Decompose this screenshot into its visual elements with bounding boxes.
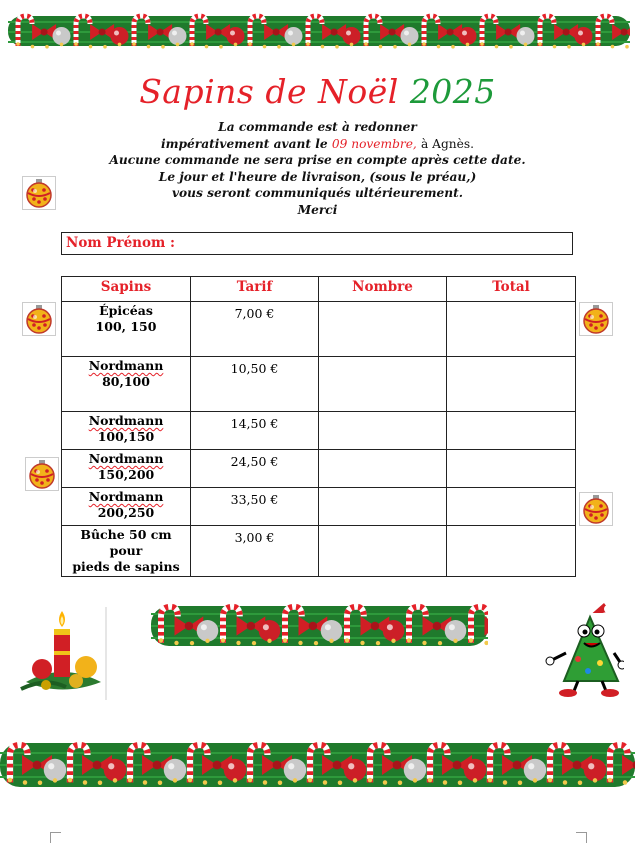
christmas-ornament-icon — [25, 457, 59, 491]
total-cell[interactable] — [447, 412, 576, 450]
total-cell[interactable] — [447, 488, 576, 526]
document-title — [0, 72, 635, 111]
deadline-date: 09 novembre, — [331, 136, 417, 151]
christmas-ornament-icon — [579, 492, 613, 526]
price-cell: 14,50 € — [191, 412, 319, 450]
quantity-cell[interactable] — [319, 488, 447, 526]
product-size: 100,150 — [97, 429, 155, 444]
quantity-cell[interactable] — [319, 412, 447, 450]
product-cell — [62, 488, 191, 526]
product-size: 200,250 — [97, 505, 155, 520]
total-cell[interactable] — [447, 302, 576, 357]
instruction-line-2 — [60, 136, 575, 153]
price-cell: 7,00 € — [191, 302, 319, 357]
bottom-garland-decoration — [0, 725, 635, 805]
table-row — [62, 526, 576, 577]
product-name: Épicéas — [99, 303, 153, 318]
total-cell[interactable] — [447, 450, 576, 488]
instruction-line-5: vous seront communiqués ultérieurement. — [171, 186, 464, 200]
deadline-suffix: à Agnès. — [421, 136, 474, 151]
header-total: Total — [447, 277, 576, 302]
middle-garland-decoration — [151, 588, 488, 660]
christmas-ornament-icon — [22, 176, 56, 210]
product-cell — [62, 412, 191, 450]
product-size: 150,200 — [97, 467, 155, 482]
instruction-line-1: La commande est à redonner — [218, 120, 417, 134]
christmas-ornament-icon — [579, 302, 613, 336]
header-tarif: Tarif — [191, 277, 319, 302]
title-year: 2025 — [409, 72, 496, 111]
product-name: Nordmann — [88, 358, 164, 373]
name-label: Nom Prénom : — [66, 235, 175, 251]
quantity-cell[interactable] — [319, 450, 447, 488]
top-garland-decoration — [8, 2, 630, 62]
table-header-row — [62, 277, 576, 302]
product-name: Bûche 50 cm pour — [80, 527, 172, 558]
christmas-tree-character — [544, 603, 624, 698]
title-text: Sapins de Noël — [139, 72, 399, 111]
price-cell: 24,50 € — [191, 450, 319, 488]
product-cell — [62, 357, 191, 412]
header-sapins: Sapins — [62, 277, 191, 302]
christmas-ornament-icon — [22, 302, 56, 336]
product-name: Nordmann — [88, 451, 164, 466]
total-cell[interactable] — [447, 526, 576, 577]
price-cell: 3,00 € — [191, 526, 319, 577]
page-corner-mark — [576, 832, 587, 843]
price-cell: 33,50 € — [191, 488, 319, 526]
price-cell: 10,50 € — [191, 357, 319, 412]
candle-decoration — [16, 607, 108, 700]
product-name: Nordmann — [88, 413, 164, 428]
quantity-cell[interactable] — [319, 357, 447, 412]
product-cell — [62, 302, 191, 357]
product-cell — [62, 526, 191, 577]
header-nombre: Nombre — [319, 277, 447, 302]
instruction-line-3: Aucune commande ne sera prise en compte après cette date. — [109, 153, 526, 167]
product-size: 80,100 — [102, 374, 150, 389]
page-corner-mark — [50, 832, 61, 843]
product-name: Nordmann — [88, 489, 164, 504]
table-row — [62, 302, 576, 357]
name-field[interactable] — [61, 232, 573, 255]
table-row — [62, 450, 576, 488]
table-row — [62, 357, 576, 412]
instruction-line-4: Le jour et l'heure de livraison, (sous le préau,) — [158, 169, 477, 184]
deadline-prefix: impérativement avant le — [161, 136, 328, 151]
quantity-cell[interactable] — [319, 526, 447, 577]
product-size: pieds de sapins — [72, 559, 180, 574]
total-cell[interactable] — [447, 357, 576, 412]
product-cell — [62, 450, 191, 488]
product-size: 100, 150 — [95, 319, 157, 334]
table-row — [62, 488, 576, 526]
instructions-paragraph — [60, 119, 575, 218]
quantity-cell[interactable] — [319, 302, 447, 357]
instruction-line-6: Merci — [297, 202, 338, 217]
table-row — [62, 412, 576, 450]
order-table — [61, 276, 576, 577]
